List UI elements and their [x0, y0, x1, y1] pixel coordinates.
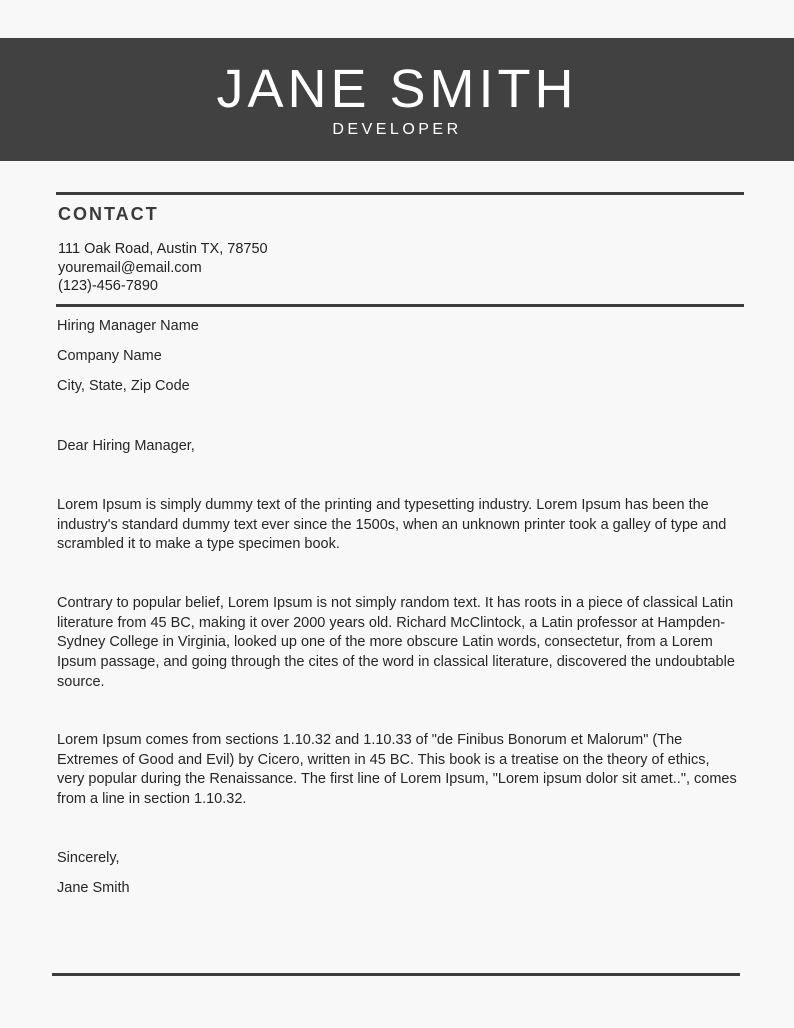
divider-middle	[56, 304, 744, 307]
paragraph: Contrary to popular belief, Lorem Ipsum is not simply random text. It has roots in a piece of classical Latin literature from 45 BC, making it over 2000 years old. Richard McClintock, a Latin professor at Hampden-Sydney College in Virginia, looked up one of the more obscure Latin words, consectetur, from a Lorem Ipsum passage, and going through the cites of the word in classical literature, discovered the undoubtable source.	[57, 595, 735, 690]
contact-phone: (123)-456-7890	[58, 278, 158, 294]
recipient-name: Hiring Manager Name	[57, 318, 199, 334]
closing: Sincerely,	[57, 849, 120, 866]
contact-address: 111 Oak Road, Austin TX, 78750	[58, 241, 268, 257]
divider-top	[56, 192, 744, 195]
letter-body	[57, 317, 737, 898]
paragraph: Lorem Ipsum is simply dummy text of the printing and typesetting industry. Lorem Ipsum has been the industry's standard dummy text ever since the 1500s, when an unknown printer took a galley of type and scrambled it to make a type specimen book.	[57, 497, 727, 553]
contact-block	[58, 240, 268, 296]
paragraph: Lorem Ipsum comes from sections 1.10.32 and 1.10.33 of "de Finibus Bonorum et Malorum" (The Extremes of Good and Evil) by Cicero, written in 45 BC. This book is a treatise on the theory of ethics, very popular during the Renaissance. The first line of Lorem Ipsum, "Lorem ipsum dolor sit amet..", comes from a line in section 1.10.32.	[57, 732, 737, 808]
recipient-location: City, State, Zip Code	[57, 377, 190, 394]
recipient-company: Company Name	[57, 347, 162, 364]
applicant-name: JANE SMITH	[216, 59, 578, 119]
salutation: Dear Hiring Manager,	[57, 437, 195, 454]
divider-bottom	[52, 973, 740, 976]
applicant-title: DEVELOPER	[332, 121, 462, 138]
contact-email: youremail@email.com	[58, 259, 202, 276]
signature: Jane Smith	[57, 879, 130, 896]
contact-heading: CONTACT	[58, 204, 159, 224]
